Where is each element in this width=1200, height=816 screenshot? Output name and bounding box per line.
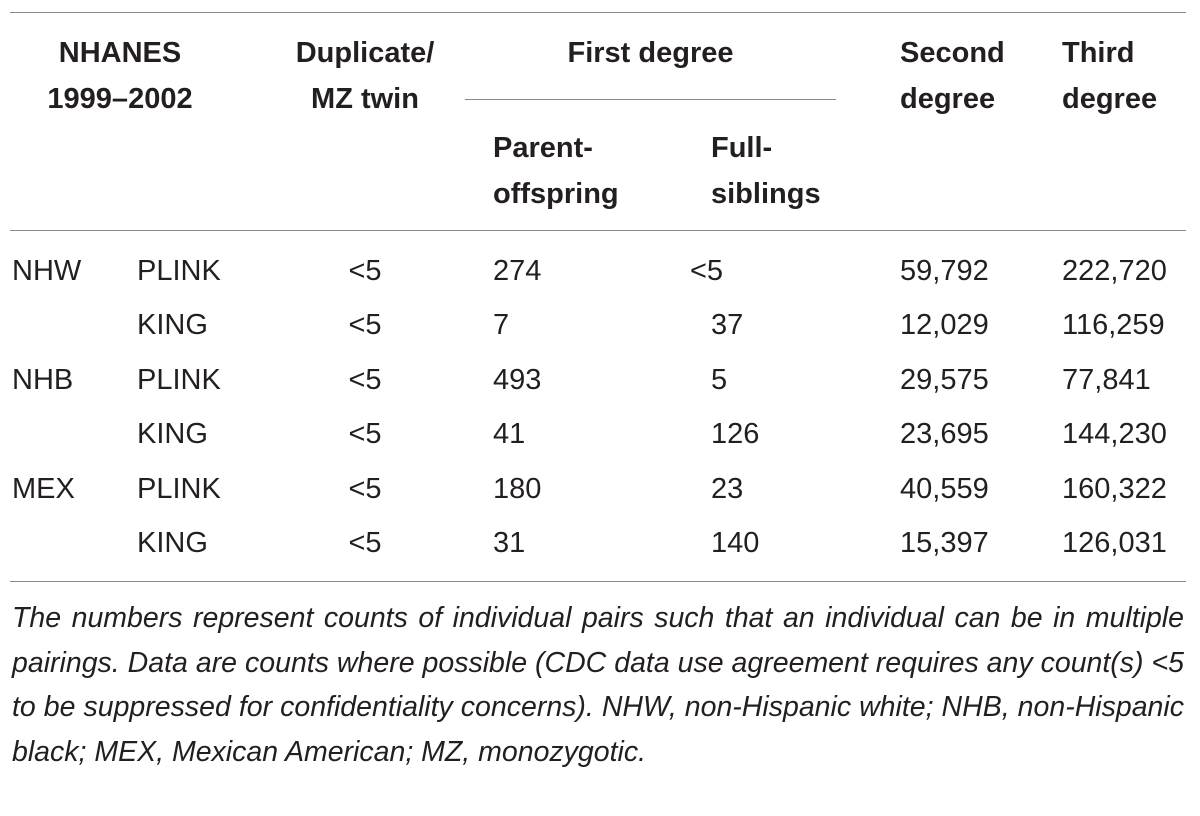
full-siblings-cell: 140: [711, 527, 760, 559]
population-cell: NHB: [12, 364, 74, 396]
duplicate-cell: <5: [348, 527, 382, 559]
third-degree-cell: 222,720: [1062, 255, 1167, 287]
header-second-line1: Second: [900, 37, 1005, 69]
header-second-line2: degree: [900, 83, 996, 115]
table-top-rule: [10, 12, 1186, 13]
header-bottom-rule: [10, 230, 1186, 231]
third-degree-cell: 126,031: [1062, 527, 1167, 559]
population-cell: NHW: [12, 255, 82, 287]
header-second-degree: [900, 30, 1005, 122]
parent-offspring-cell: 31: [493, 527, 526, 559]
full-siblings-cell: 5: [711, 364, 728, 396]
parent-offspring-cell: 7: [493, 309, 510, 341]
header-third-line2: degree: [1062, 83, 1158, 115]
method-cell: KING: [137, 309, 208, 341]
header-third-line1: Third: [1062, 37, 1135, 69]
method-cell: KING: [137, 527, 208, 559]
method-cell: PLINK: [137, 255, 221, 287]
header-full-line1: Full-: [711, 132, 773, 164]
second-degree-cell: 29,575: [900, 364, 989, 396]
duplicate-cell: <5: [348, 364, 382, 396]
second-degree-cell: 59,792: [900, 255, 989, 287]
header-duplicate-line1: Duplicate/: [295, 37, 435, 69]
duplicate-cell: <5: [348, 418, 382, 450]
parent-offspring-cell: 274: [493, 255, 542, 287]
parent-offspring-cell: 493: [493, 364, 542, 396]
duplicate-cell: <5: [348, 473, 382, 505]
header-parent-offspring: [493, 125, 619, 217]
table-bottom-rule: [10, 581, 1186, 582]
header-duplicate-line2: MZ twin: [311, 83, 419, 115]
parent-offspring-cell: 41: [493, 418, 526, 450]
full-siblings-cell: 37: [711, 309, 744, 341]
second-degree-cell: 40,559: [900, 473, 989, 505]
second-degree-cell: 15,397: [900, 527, 989, 559]
full-siblings-cell: 23: [711, 473, 744, 505]
second-degree-cell: 12,029: [900, 309, 989, 341]
header-nhanes-line2: 1999–2002: [47, 83, 193, 115]
method-cell: PLINK: [137, 473, 221, 505]
header-full-line2: siblings: [711, 178, 821, 210]
header-full-siblings: [711, 125, 821, 217]
parent-offspring-cell: 180: [493, 473, 542, 505]
duplicate-cell: <5: [348, 309, 382, 341]
method-cell: KING: [137, 418, 208, 450]
header-parent-line2: offspring: [493, 178, 619, 210]
population-cell: MEX: [12, 473, 75, 505]
header-third-degree: [1062, 30, 1157, 122]
full-siblings-cell: 126: [711, 418, 760, 450]
first-degree-rule: [465, 99, 836, 100]
header-first-degree: First degree: [567, 37, 734, 69]
third-degree-cell: 160,322: [1062, 473, 1167, 505]
header-parent-line1: Parent-: [493, 132, 593, 164]
third-degree-cell: 116,259: [1062, 309, 1165, 341]
table-footnote: The numbers represent counts of individual pairs such that an individual can be in multiple pairings. Data are counts where possible (CDC data use agreement requires any count(s) <5 to be suppressed for confidentiality concerns). NHW, non-Hispanic white; NHB, non-Hispanic black; MEX, Mexican American; MZ, monozygotic.: [12, 602, 1184, 768]
header-nhanes-line1: NHANES: [58, 37, 182, 69]
method-cell: PLINK: [137, 364, 221, 396]
header-nhanes: [20, 30, 220, 122]
duplicate-cell: <5: [348, 255, 382, 287]
third-degree-cell: 144,230: [1062, 418, 1167, 450]
header-duplicate: [270, 30, 460, 122]
third-degree-cell: 77,841: [1062, 364, 1151, 396]
second-degree-cell: 23,695: [900, 418, 989, 450]
full-siblings-cell: <5: [690, 255, 724, 287]
